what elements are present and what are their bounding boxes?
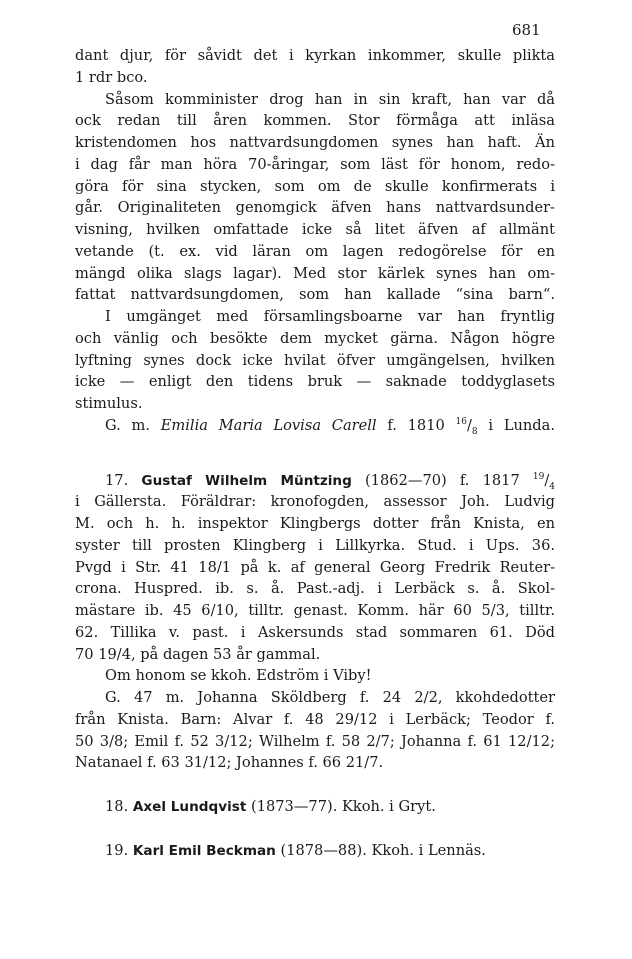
text-line: kristendomen hos nattvardsungdomen synes han haft. Än	[75, 134, 555, 151]
text-line: Pvgd i Str. 41 18/1 på k. af general Georg Fredrik Reuter-	[75, 558, 555, 576]
text-line: visning, hvilken omfattade icke så litet äfven af allmänt	[75, 221, 555, 238]
entry-18: 18. Axel Lundqvist (1873—77). Kkoh. i Gryt.	[105, 798, 436, 815]
text-line: M. och h. h. inspektor Klingbergs dotter från Knista, en	[75, 515, 555, 532]
text-line: ock redan till åren kommen. Stor förmåga att inläsa	[75, 112, 555, 130]
text-line: mängd olika slags lagar). Med stor kärlek synes han om-	[75, 264, 555, 282]
note-line: Om honom se kkoh. Edström i Viby!	[105, 667, 372, 685]
body-text	[75, 45, 555, 862]
entry-17-heading: 17. Gustaf Wilhelm Müntzing (1862—70) f. 1817 $^{19}/_4$	[105, 471, 555, 492]
text-line: stimulus.	[75, 395, 143, 412]
text-line: Natanael f. 63 31/12; Johannes f. 66 21/7.	[75, 754, 384, 772]
text-line: lyftning synes dock icke hvilat öfver umgängelsen, hvilken	[75, 351, 555, 369]
text-line: icke — enligt den tidens bruk — saknade toddyglasets	[75, 373, 555, 391]
text-line: vetande (t. ex. vid läran om lagen redogörelse för en	[75, 242, 555, 260]
text-line: och vänlig och besökte dem mycket gärna. Någon högre	[75, 329, 555, 347]
text-line: 62. Tillika v. past. i Askersunds stad sommaren 61. Död	[75, 623, 555, 641]
text-line: G. 47 m. Johanna Sköldberg f. 24 2/2, kkohdedotter	[105, 689, 555, 706]
text-line: fattat nattvardsungdomen, som han kallade “sina barn“.	[75, 286, 555, 304]
entry-19-name: Karl Emil Beckman	[132, 842, 276, 859]
text-line: dant djur, för såvidt det i kyrkan inkommer, skulle plikta	[75, 47, 555, 64]
text-line: syster till prosten Klingberg i Lillkyrka. Stud. i Ups. 36.	[75, 536, 555, 554]
text-line: i Gällersta. Föräldrar: kronofogden, assessor Joh. Ludvig	[75, 493, 555, 511]
text-line: Såsom komminister drog han in sin kraft, han var då	[105, 90, 555, 108]
spouse-line: G. m. Emilia Maria Lovisa Carell f. 1810 $^{16}/_8$ i Lunda.	[105, 416, 555, 437]
text-line: 1 rdr bco.	[75, 68, 148, 86]
text-line: göra för sina stycken, som om de skulle konfirmerats i	[75, 177, 555, 195]
entry-19: 19. Karl Emil Beckman (1878—88). Kkoh. i Lennäs.	[105, 841, 486, 859]
text-line: i dag får man höra 70-åringar, som läst för honom, redo-	[75, 155, 555, 173]
text-line: 70 19/4, på dagen 53 år gammal.	[75, 645, 321, 663]
text-line: mästare ib. 45 6/10, tilltr. genast. Komm. här 60 5/3, tilltr.	[75, 602, 555, 619]
spouse-name: Emilia Maria Lovisa Carell	[160, 416, 377, 434]
text-line: går. Originaliteten genomgick äfven hans nattvardsunder-	[75, 199, 555, 217]
text-line: 50 3/8; Emil f. 52 3/12; Wilhelm f. 58 2/7; Johanna f. 61 12/12;	[75, 732, 555, 750]
text-line: från Knista. Barn: Alvar f. 48 29/12 i Lerbäck; Teodor f.	[75, 710, 555, 728]
entry-17-name: Gustaf Wilhelm Müntzing	[141, 472, 352, 489]
page-number: 681	[512, 21, 541, 39]
entry-18-name: Axel Lundqvist	[132, 799, 247, 815]
text-line: crona. Huspred. ib. s. å. Past.-adj. i Lerbäck s. å. Skol-	[75, 580, 555, 598]
text-line: I umgänget med församlingsboarne var han fryntlig	[105, 308, 555, 325]
